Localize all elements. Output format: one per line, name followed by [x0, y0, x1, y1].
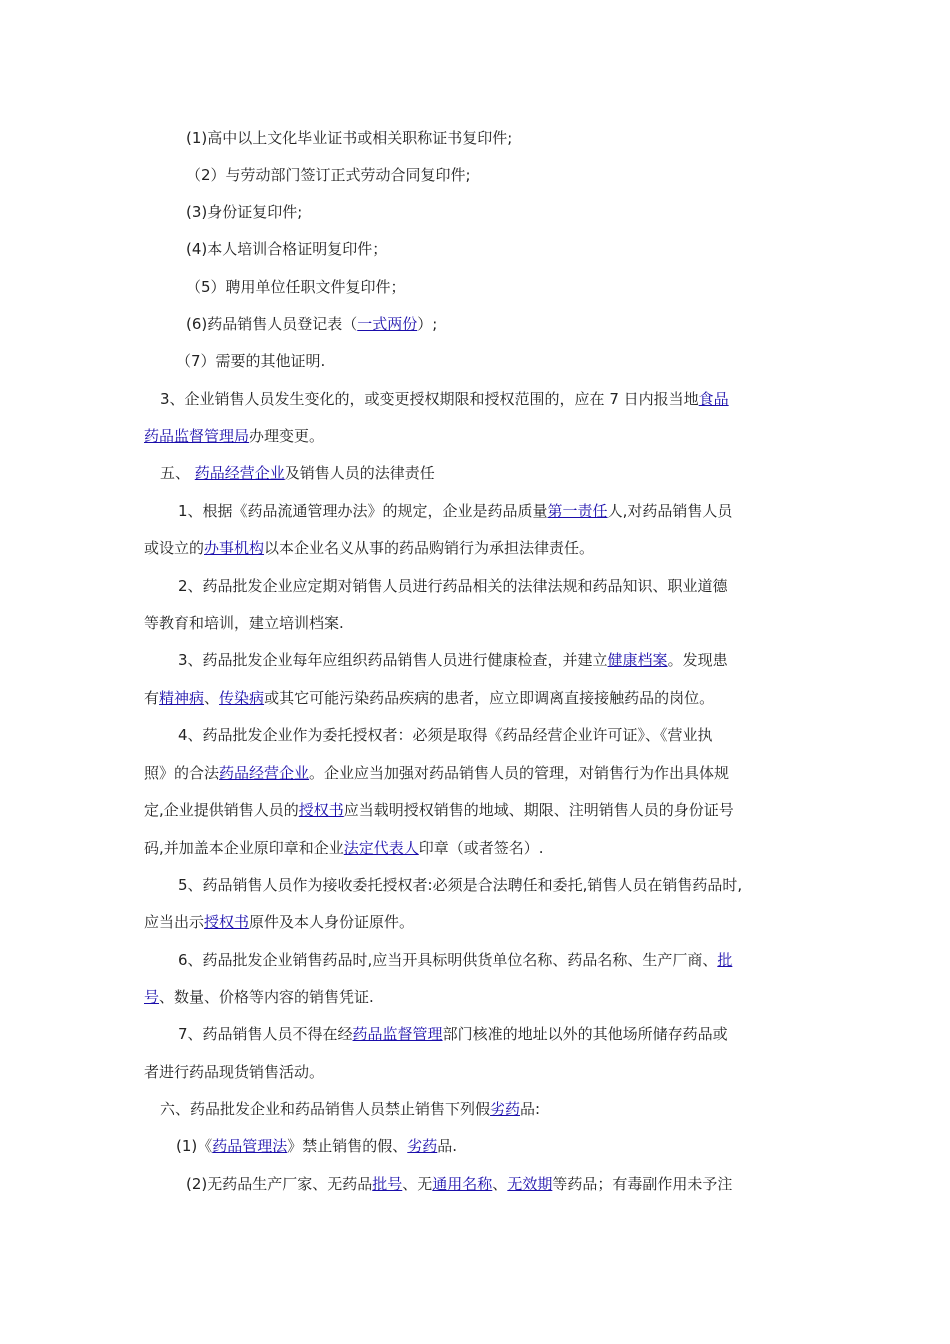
item-5-line-1 [178, 875, 742, 895]
list-item-5 [186, 277, 406, 297]
hyperlink[interactable]: 无效期 [507, 1175, 553, 1193]
hyperlink[interactable]: 食品 [698, 390, 729, 408]
text-run: 者进行药品现货销售活动。 [144, 1063, 325, 1081]
item-3-line-2 [144, 688, 714, 708]
list-item-1 [186, 128, 512, 148]
section-6-heading [160, 1099, 540, 1119]
text-run: 、无 [402, 1175, 433, 1193]
text-run: 六、药品批发企业和药品销售人员禁止销售下列假 [160, 1100, 491, 1118]
item-7-line-1 [178, 1024, 728, 1044]
text-run: ）; [417, 315, 438, 333]
text-run: 7、药品销售人员不得在经 [178, 1025, 353, 1043]
text-run: 码,并加盖本企业原印章和企业 [144, 839, 344, 857]
hyperlink[interactable]: 第一责任 [547, 502, 608, 520]
text-run: 、数量、价格等内容的销售凭证. [159, 988, 374, 1006]
text-run: （2）与劳动部门签订正式劳动合同复印件; [186, 166, 471, 184]
item-7-line-2 [144, 1062, 324, 1082]
text-run: 3、企业销售人员发生变化的，或变更授权期限和授权范围的，应在 7 日内报当地 [160, 390, 699, 408]
text-run: 品: [520, 1100, 541, 1118]
item-5-line-2 [144, 912, 414, 932]
hyperlink[interactable]: 一式两份 [357, 315, 418, 333]
hyperlink[interactable]: 批号 [372, 1175, 403, 1193]
paragraph-3-line-2 [144, 426, 324, 446]
hyperlink[interactable]: 药品经营企业 [194, 464, 285, 482]
paragraph-3-line-1 [160, 389, 729, 409]
item-4-line-1 [178, 725, 713, 745]
text-run: (2)无药品生产厂家、无药品 [186, 1175, 373, 1193]
list-item-6 [186, 314, 437, 334]
text-run: 等药品；有毒副作用未予注 [552, 1175, 733, 1193]
hyperlink[interactable]: 药品管理法 [212, 1137, 288, 1155]
hyperlink[interactable]: 药品监督管理局 [144, 427, 250, 445]
item-2-line-1 [178, 576, 728, 596]
section-5-heading [160, 463, 435, 483]
hyperlink[interactable]: 号 [144, 988, 160, 1006]
item-1-line-2 [144, 538, 594, 558]
text-run: 等教育和培训，建立培训档案. [144, 614, 344, 632]
text-run: (6)药品销售人员登记表（ [186, 315, 358, 333]
text-run: 4、药品批发企业作为委托授权者：必须是取得《药品经营企业许可证》、《营业执 [178, 726, 713, 744]
text-run: （7）需要的其他证明. [176, 352, 326, 370]
list-item-4 [186, 239, 387, 259]
text-run: 品. [437, 1137, 458, 1155]
text-run: 或设立的 [144, 539, 205, 557]
text-run: （5）聘用单位任职文件复印件； [186, 278, 406, 296]
text-run: 五、 [160, 464, 195, 482]
text-run: 1、根据《药品流通管理办法》的规定，企业是药品质量 [178, 502, 548, 520]
text-run: 3、药品批发企业每年应组织药品销售人员进行健康检查，并建立 [178, 651, 608, 669]
section-6-item-1 [176, 1136, 457, 1156]
item-2-line-2 [144, 613, 344, 633]
hyperlink[interactable]: 劣药 [407, 1137, 438, 1155]
item-4-line-3 [144, 800, 734, 820]
hyperlink[interactable]: 办事机构 [204, 539, 265, 557]
text-run: (1)高中以上文化毕业证书或相关职称证书复印件; [186, 129, 513, 147]
text-run: 、 [492, 1175, 508, 1193]
hyperlink[interactable]: 药品经营企业 [219, 764, 310, 782]
text-run: (1)《 [176, 1137, 213, 1155]
text-run: 有 [144, 689, 160, 707]
list-item-3 [186, 202, 302, 222]
text-run: 》禁止销售的假、 [287, 1137, 408, 1155]
hyperlink[interactable]: 劣药 [490, 1100, 521, 1118]
text-run: 应当载明授权销售的地域、期限、注明销售人员的身份证号 [343, 801, 734, 819]
text-run: 原件及本人身份证原件。 [249, 913, 415, 931]
hyperlink[interactable]: 法定代表人 [343, 839, 419, 857]
item-1-line-1 [178, 501, 732, 521]
hyperlink[interactable]: 授权书 [204, 913, 250, 931]
text-run: 人,对药品销售人员 [607, 502, 733, 520]
text-run: 应当出示 [144, 913, 205, 931]
hyperlink[interactable]: 药品监督管理 [352, 1025, 443, 1043]
hyperlink[interactable]: 精神病 [159, 689, 205, 707]
text-run: 及销售人员的法律责任 [284, 464, 435, 482]
text-run: 2、药品批发企业应定期对销售人员进行药品相关的法律法规和药品知识、职业道德 [178, 577, 728, 595]
text-run: (4)本人培训合格证明复印件； [186, 240, 388, 258]
text-run: 5、药品销售人员作为接收委托授权者:必须是合法聘任和委托,销售人员在销售药品时, [178, 876, 743, 894]
hyperlink[interactable]: 健康档案 [607, 651, 668, 669]
list-item-2 [186, 165, 471, 185]
text-run: 6、药品批发企业销售药品时,应当开具标明供货单位名称、药品名称、生产厂商、 [178, 951, 718, 969]
hyperlink[interactable]: 授权书 [298, 801, 344, 819]
section-6-item-2 [186, 1174, 732, 1194]
text-run: 、 [204, 689, 220, 707]
text-run: 。发现患 [667, 651, 728, 669]
hyperlink[interactable]: 批 [717, 951, 733, 969]
text-run: 办理变更。 [249, 427, 325, 445]
item-4-line-2 [144, 763, 729, 783]
hyperlink[interactable]: 传染病 [219, 689, 265, 707]
item-4-line-4 [144, 838, 544, 858]
hyperlink[interactable]: 通用名称 [432, 1175, 493, 1193]
text-run: 部门核准的地址以外的其他场所储存药品或 [442, 1025, 728, 1043]
text-run: 印章（或者签名）. [418, 839, 544, 857]
list-item-7 [176, 351, 325, 371]
item-6-line-2 [144, 987, 374, 1007]
text-run: 以本企业名义从事的药品购销行为承担法律责任。 [264, 539, 595, 557]
text-run: 定,企业提供销售人员的 [144, 801, 299, 819]
text-run: 或其它可能污染药品疾病的患者，应立即调离直接接触药品的岗位。 [264, 689, 715, 707]
text-run: (3)身份证复印件; [186, 203, 303, 221]
item-3-line-1 [178, 650, 728, 670]
item-6-line-1 [178, 950, 732, 970]
text-run: 照》的合法 [144, 764, 220, 782]
text-run: 。企业应当加强对药品销售人员的管理，对销售行为作出具体规 [309, 764, 730, 782]
